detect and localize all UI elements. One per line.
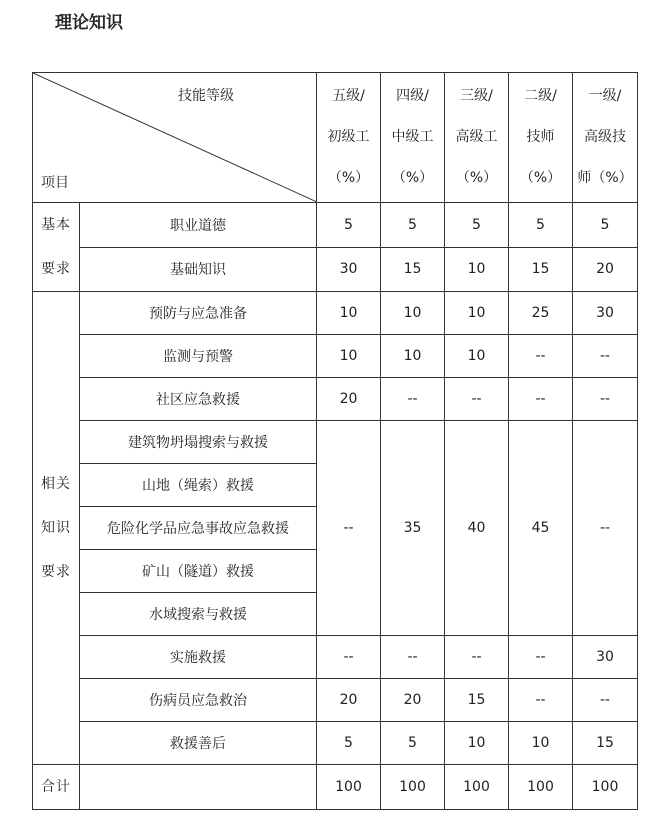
level-header-5: 一级/ 高级技 师（%） (573, 73, 638, 203)
row-item: 监测与预警 (80, 335, 317, 378)
diagonal-divider (33, 73, 317, 202)
corner-header-cell (33, 73, 317, 203)
value-cell: 5 (445, 203, 509, 248)
value-cell: -- (573, 679, 638, 722)
item-label: 项目 (41, 175, 69, 191)
value-cell: 20 (317, 378, 381, 421)
rescue-value-cell: 45 (509, 421, 573, 636)
rescue-item: 水域搜索与救援 (80, 593, 317, 636)
level-header-4: 二级/ 技师 （%） (509, 73, 573, 203)
value-cell: 10 (381, 292, 445, 335)
table-row (33, 292, 638, 335)
empty-cell (80, 765, 317, 810)
total-value-cell: 100 (381, 765, 445, 810)
rescue-value-cell: 40 (445, 421, 509, 636)
value-cell: 15 (573, 722, 638, 765)
row-item: 职业道德 (80, 203, 317, 248)
table-row (33, 722, 638, 765)
value-cell: -- (445, 378, 509, 421)
rescue-item: 建筑物坍塌搜索与救援 (80, 421, 317, 464)
rescue-value-cell: 35 (381, 421, 445, 636)
value-cell: -- (381, 636, 445, 679)
row-item: 基础知识 (80, 247, 317, 292)
value-cell: -- (573, 335, 638, 378)
row-item: 救援善后 (80, 722, 317, 765)
table-row (33, 421, 638, 464)
rescue-value-cell: -- (573, 421, 638, 636)
table-row (33, 335, 638, 378)
value-cell: 5 (317, 722, 381, 765)
value-cell: -- (509, 378, 573, 421)
value-cell: -- (317, 636, 381, 679)
value-cell: 25 (509, 292, 573, 335)
value-cell: -- (509, 335, 573, 378)
rescue-item: 危险化学品应急事故应急救援 (80, 507, 317, 550)
table-row (33, 247, 638, 292)
total-value-cell: 100 (317, 765, 381, 810)
page-title: 理论知识 (55, 13, 123, 33)
value-cell: 10 (317, 335, 381, 378)
table-row (33, 203, 638, 248)
value-cell: 10 (381, 335, 445, 378)
value-cell: -- (445, 636, 509, 679)
value-cell: 15 (445, 679, 509, 722)
value-cell: 30 (573, 636, 638, 679)
value-cell: 30 (573, 292, 638, 335)
level-header-2: 四级/ 中级工 （%） (381, 73, 445, 203)
value-cell: 5 (317, 203, 381, 248)
row-item: 伤病员应急救治 (80, 679, 317, 722)
total-row (33, 765, 638, 810)
table-row (33, 679, 638, 722)
total-label: 合计 (33, 765, 80, 810)
value-cell: 5 (573, 203, 638, 248)
value-cell: -- (381, 378, 445, 421)
total-value-cell: 100 (509, 765, 573, 810)
table-row (33, 636, 638, 679)
value-cell: -- (509, 679, 573, 722)
group-related-cell: 相关 知识 要求 (33, 292, 80, 765)
value-cell: 20 (381, 679, 445, 722)
row-item: 社区应急救援 (80, 378, 317, 421)
value-cell: 10 (509, 722, 573, 765)
group-basic-cell: 基本 要求 (33, 203, 80, 292)
value-cell: 10 (445, 335, 509, 378)
value-cell: -- (573, 378, 638, 421)
value-cell: 30 (317, 247, 381, 292)
value-cell: 20 (573, 247, 638, 292)
value-cell: -- (509, 636, 573, 679)
value-cell: 5 (509, 203, 573, 248)
total-value-cell: 100 (445, 765, 509, 810)
value-cell: 10 (445, 292, 509, 335)
skill-level-label: 技能等级 (178, 88, 234, 104)
row-item: 预防与应急准备 (80, 292, 317, 335)
header-row (33, 73, 638, 203)
value-cell: 5 (381, 203, 445, 248)
value-cell: 10 (445, 722, 509, 765)
value-cell: 10 (317, 292, 381, 335)
rescue-item: 矿山（隧道）救援 (80, 550, 317, 593)
level-header-1: 五级/ 初级工 （%） (317, 73, 381, 203)
value-cell: 15 (381, 247, 445, 292)
value-cell: 15 (509, 247, 573, 292)
theory-knowledge-table (32, 72, 638, 810)
value-cell: 20 (317, 679, 381, 722)
level-header-3: 三级/ 高级工 （%） (445, 73, 509, 203)
rescue-item: 山地（绳索）救援 (80, 464, 317, 507)
row-item: 实施救援 (80, 636, 317, 679)
value-cell: 10 (445, 247, 509, 292)
total-value-cell: 100 (573, 765, 638, 810)
value-cell: 5 (381, 722, 445, 765)
table-row (33, 378, 638, 421)
rescue-value-cell: -- (317, 421, 381, 636)
